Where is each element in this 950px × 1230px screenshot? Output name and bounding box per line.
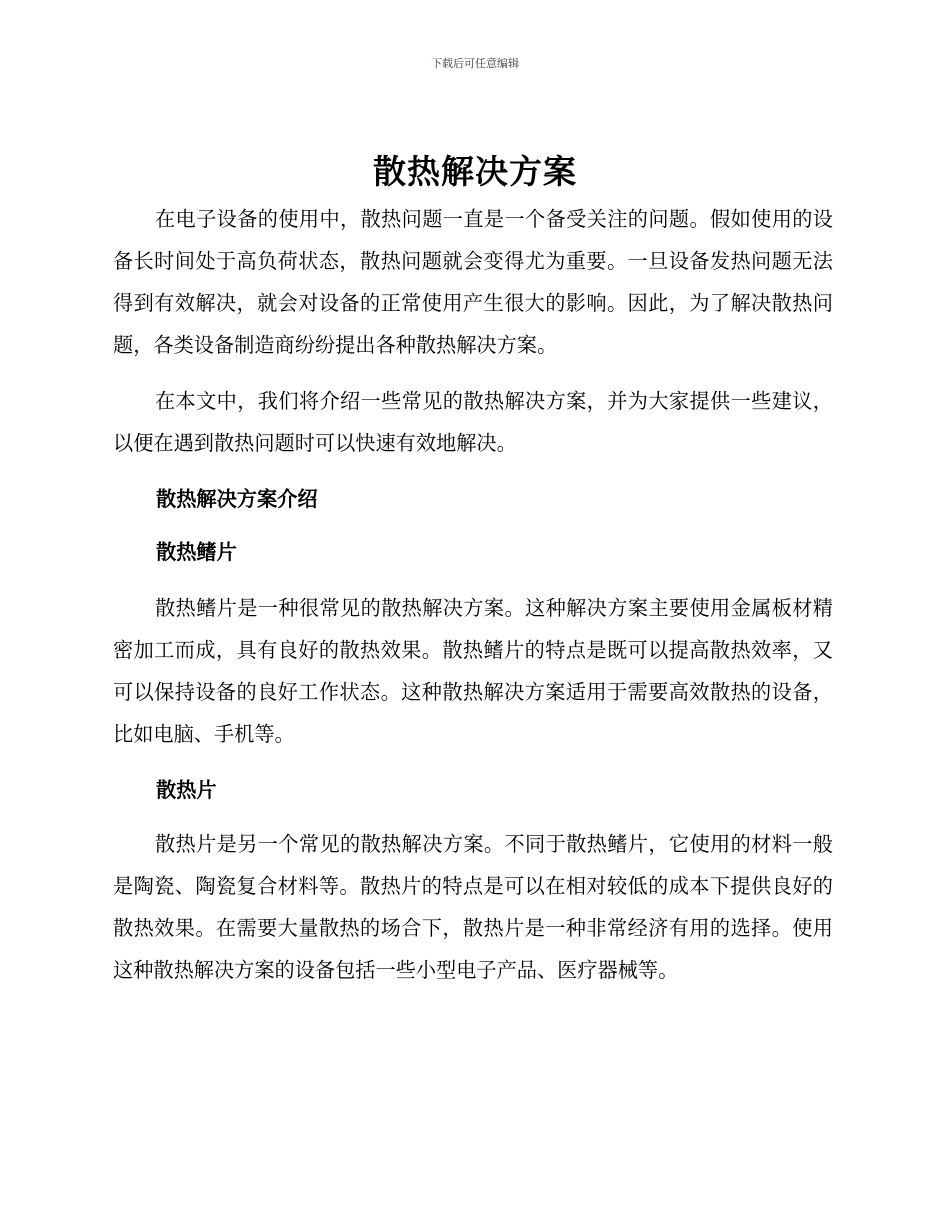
document-title: 散热解决方案 — [373, 152, 577, 191]
subsection-heading-sink: 散热片 — [156, 778, 217, 802]
intro-paragraph-2: 在本文中，我们将介绍一些常见的散热解决方案，并为大家提供一些建议，以便在遇到散热问题时可以快速有效地解决。 — [113, 389, 833, 455]
intro-paragraph-1: 在电子设备的使用中，散热问题一直是一个备受关注的问题。假如使用的设备长时间处于高负荷状态，散热问题就会变得尤为重要。一旦设备发热问题无法得到有效解决，就会对设备的正常使用产生很大的影响。因此，为了解决散热问题，各类设备制造商纷纷提出各种散热解决方案。 — [113, 207, 833, 357]
subsection-heading-fins: 散热鳍片 — [156, 540, 237, 564]
subsection-paragraph-fins: 散热鳍片是一种很常见的散热解决方案。这种解决方案主要使用金属板材精密加工而成，具有良好的散热效果。散热鳍片的特点是既可以提高散热效率，又可以保持设备的良好工作状态。这种散热解决方案适用于需要高效散热的设备，比如电脑、手机等。 — [113, 596, 833, 746]
section-heading: 散热解决方案介绍 — [156, 487, 318, 511]
header-note: 下载后可任意编辑 — [431, 57, 519, 70]
subsection-paragraph-sink: 散热片是另一个常见的散热解决方案。不同于散热鳍片，它使用的材料一般是陶瓷、陶瓷复合材料等。散热片的特点是可以在相对较低的成本下提供良好的散热效果。在需要大量散热的场合下，散热片是一种非常经济有用的选择。使用这种散热解决方案的设备包括一些小型电子产品、医疗器械等。 — [113, 832, 833, 982]
